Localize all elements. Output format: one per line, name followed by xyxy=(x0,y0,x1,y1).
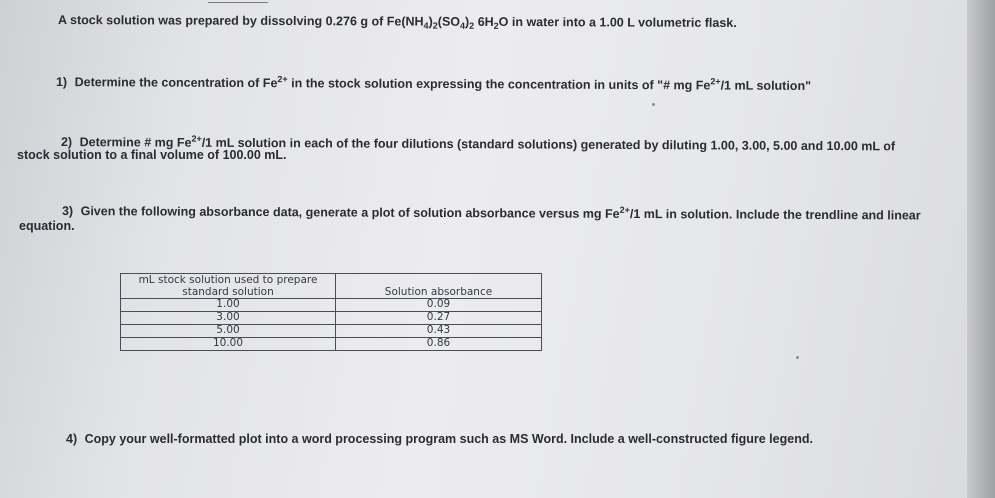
table-row xyxy=(121,312,542,325)
cell-absorbance: 0.09 xyxy=(336,299,542,312)
question-2-continued: stock solution to a final volume of 100.00 mL. xyxy=(17,148,287,162)
stray-mark xyxy=(652,103,655,106)
monitor-edge xyxy=(967,0,995,498)
question-text: Determine the concentration of Fe xyxy=(74,75,278,91)
question-number: 3) xyxy=(61,204,74,219)
stray-mark xyxy=(796,356,799,359)
subscript: 4 xyxy=(459,20,466,31)
intro-text-mid: (SO xyxy=(437,14,461,29)
subscript: 4 xyxy=(423,20,429,31)
question-number: 4) xyxy=(66,432,78,446)
cell-volume: 10.00 xyxy=(121,338,336,351)
intro-statement xyxy=(58,14,737,30)
header-line: mL stock solution used to prepare xyxy=(138,274,318,286)
question-text: Copy your well-formatted plot into a word processing program such as MS Word. Include a well-constructed figure legend. xyxy=(84,432,813,446)
top-divider xyxy=(208,2,268,3)
paren: ) xyxy=(465,14,470,29)
cell-volume: 5.00 xyxy=(121,325,336,338)
cell-absorbance: 0.27 xyxy=(336,312,542,325)
superscript: 2+ xyxy=(191,133,202,144)
question-text: /1 mL solution in each of the four dilutions (standard solutions) generated by diluting 1.00, 3.00, 5.00 and 10.00 mL of xyxy=(201,135,896,154)
question-text: Determine # mg Fe xyxy=(79,135,192,150)
absorbance-data-table xyxy=(120,273,542,351)
question-4 xyxy=(66,433,813,446)
subscript: 2 xyxy=(493,20,499,31)
question-text: /1 mL in solution. Include the trendline and linear xyxy=(629,206,921,223)
table-row xyxy=(121,338,542,351)
header-stock-volume xyxy=(121,274,336,299)
paren: ) xyxy=(428,14,433,29)
question-number: 2) xyxy=(60,135,73,150)
question-number: 1) xyxy=(55,75,68,90)
superscript: 2+ xyxy=(277,74,288,85)
header-absorbance: Solution absorbance xyxy=(336,274,542,299)
table-row xyxy=(121,299,542,312)
table-row xyxy=(121,325,542,338)
cell-volume: 3.00 xyxy=(121,312,336,325)
intro-text-end: O in water into a 1.00 L volumetric flask. xyxy=(498,14,737,30)
subscript: 2 xyxy=(432,20,438,31)
intro-text-mid: 6H xyxy=(474,14,494,29)
superscript: 2+ xyxy=(619,204,630,215)
question-text: /1 mL solution" xyxy=(720,78,812,93)
question-3 xyxy=(62,205,921,222)
table-header-row xyxy=(121,274,542,299)
question-1 xyxy=(56,76,811,93)
subscript: 2 xyxy=(469,20,475,31)
cell-volume: 1.00 xyxy=(121,299,336,312)
question-text: in the stock solution expressing the concentration in units of "# mg Fe xyxy=(287,76,711,93)
cell-absorbance: 0.43 xyxy=(336,325,542,338)
cell-absorbance: 0.86 xyxy=(336,338,542,351)
intro-text-start: A stock solution was prepared by dissolving 0.276 g of Fe(NH xyxy=(57,13,424,29)
question-3-continued: equation. xyxy=(19,219,75,233)
question-text: Given the following absorbance data, generate a plot of solution absorbance versus mg Fe xyxy=(80,204,620,221)
header-line: standard solution xyxy=(182,285,274,298)
superscript: 2+ xyxy=(710,76,721,87)
